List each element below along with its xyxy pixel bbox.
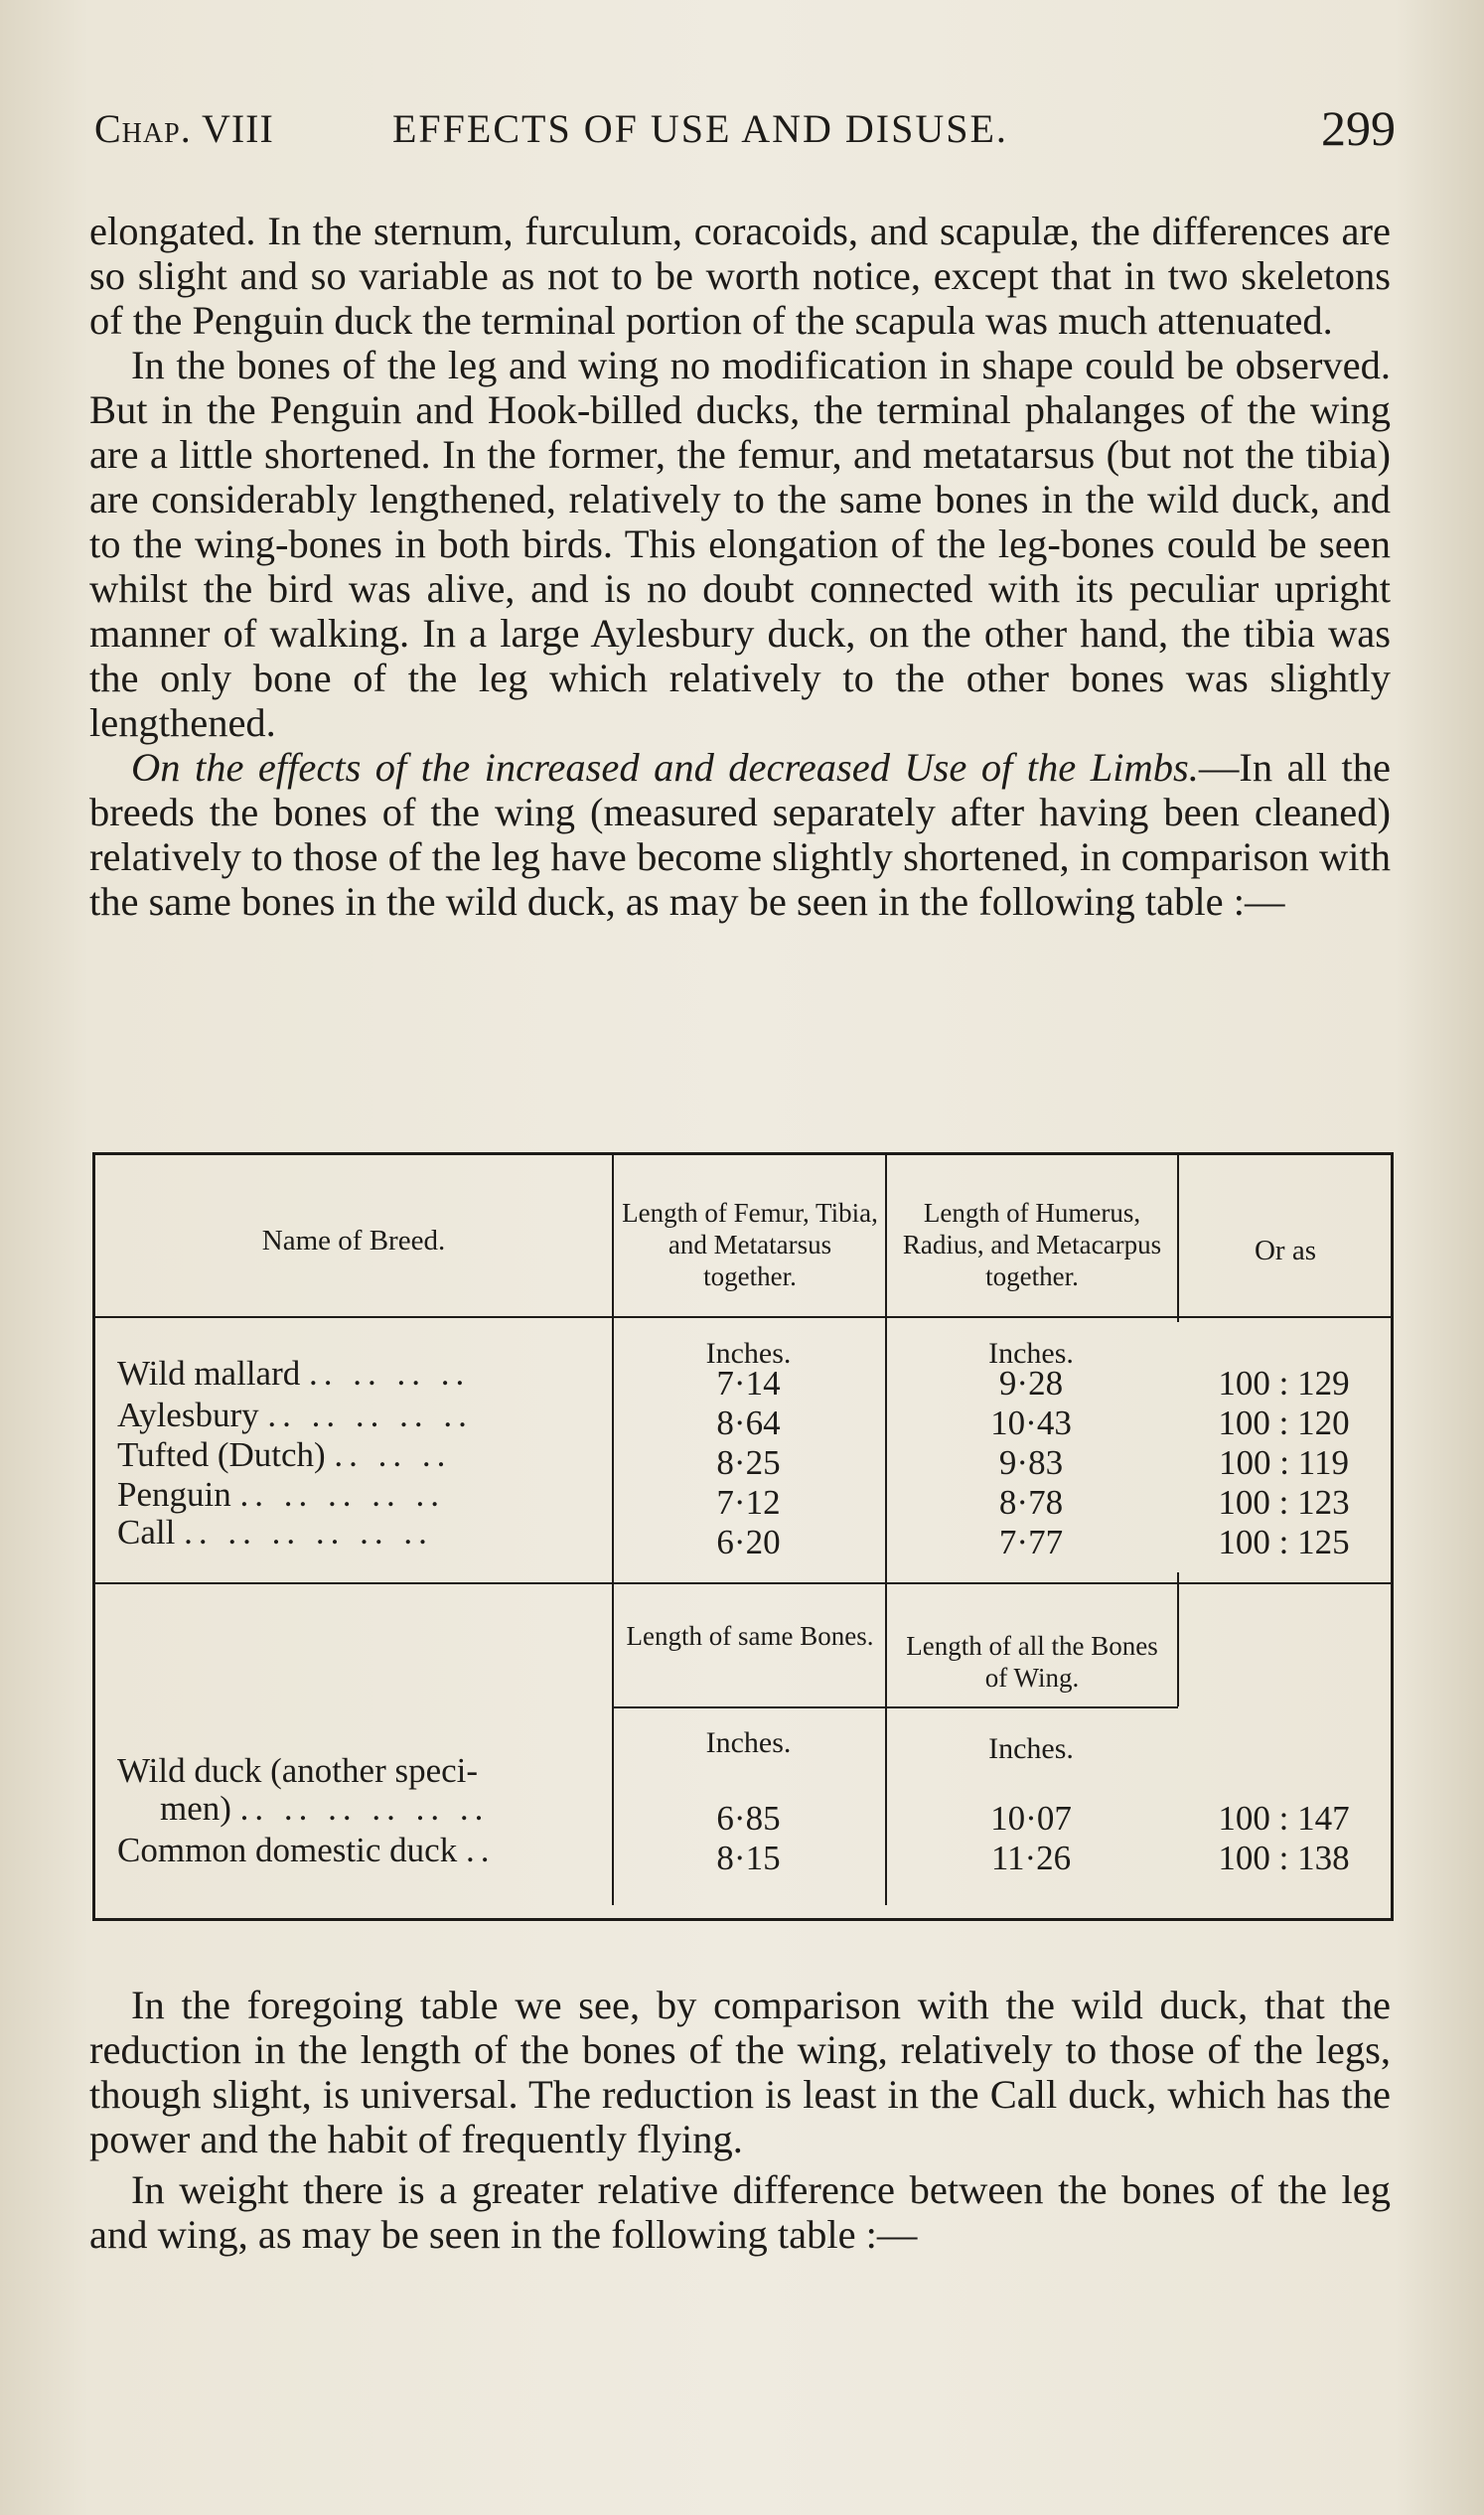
leg-length: 6·20 (716, 1523, 781, 1561)
chapter-label: Chap. VIII (94, 106, 274, 151)
header-ratio: Or as (1254, 1235, 1316, 1266)
breed-name: Wild duck (another speci- (117, 1751, 479, 1790)
leader-dots: .. .. .. .. .. .. (239, 1789, 490, 1828)
leg-length: 6·85 (716, 1799, 781, 1838)
unit-label: Inches. (705, 1726, 792, 1759)
leg-length: 8·64 (716, 1404, 781, 1442)
wing-length: 9·83 (998, 1443, 1064, 1482)
paragraph: In the bones of the leg and wing no modification in shape could be observed. But in the Penguin and Hook-billed ducks, the terminal phalanges of the wing are a little shortened. In the former, the femur, and metatarsus (but not the tibia) are considerably lengthened, relatively to the same bones in the wild duck, and to the wing-bones in both birds. This elongation of the leg-bones could be seen whilst the bird was alive, and is no doubt connected with its peculiar upright manner of walking. In a large Aylesbury duck, on the other hand, the tibia was the only bone of the leg which relatively to the other bones was slightly lengthened. (89, 343, 1391, 745)
unit-label: Inches. (988, 1732, 1074, 1765)
body-text-top (89, 209, 1391, 924)
header-leg-length-same: Length of same Bones. (626, 1621, 874, 1651)
breed-name: Call (117, 1513, 176, 1552)
breed-name: Wild mallard (117, 1354, 301, 1393)
bone-length-table (92, 1152, 1394, 1921)
breed-name: Common domestic duck (117, 1831, 458, 1869)
breed-name: Tufted (Dutch) (117, 1435, 326, 1474)
paragraph-text: —In all the breeds the bones of the wing (measured separately after having been cleaned) relatively to those of the leg have become slightly shortened, in comparison with the same bones in the wild duck, as may be seen in the following table :— (89, 745, 1391, 924)
header-name-of-breed: Name of Breed. (261, 1225, 446, 1257)
header-wing-length: Length of Humerus, Radius, and Metacarpus together. (902, 1198, 1162, 1291)
ratio-value: 100 : 125 (1218, 1523, 1350, 1561)
ratio-value: 100 : 119 (1219, 1443, 1349, 1482)
breed-name: Penguin (117, 1475, 231, 1514)
paragraph (89, 745, 1391, 924)
ratio-value: 100 : 147 (1218, 1799, 1350, 1838)
running-header (94, 99, 1396, 159)
leader-dots: .. .. .. .. (308, 1354, 471, 1393)
leader-dots: .. .. .. (334, 1435, 452, 1474)
paragraph: elongated. In the sternum, furculum, coracoids, and scapulæ, the differences are so slight and so variable as not to be worth notice, except that in two skeletons of the Penguin duck the terminal portion of the scapula was much attenuated. (89, 209, 1391, 343)
page-number: 299 (1321, 100, 1396, 156)
ratio-value: 100 : 120 (1218, 1404, 1350, 1442)
wing-length: 9·28 (998, 1364, 1064, 1403)
leader-dots: .. .. .. .. .. (267, 1396, 473, 1434)
wing-length: 10·43 (990, 1404, 1072, 1442)
running-title: EFFECTS OF USE AND DISUSE. (392, 106, 1008, 151)
leader-dots: .. .. .. .. .. (239, 1475, 445, 1514)
unit-label: Inches. (705, 1337, 792, 1370)
wing-length: 8·78 (998, 1483, 1064, 1522)
leader-dots: .. (465, 1831, 496, 1869)
header-leg-length: Length of Femur, Tibia, and Metatarsus together. (622, 1198, 878, 1291)
ratio-value: 100 : 123 (1218, 1483, 1350, 1522)
wing-length: 11·26 (990, 1839, 1072, 1877)
wing-length: 10·07 (990, 1799, 1072, 1838)
leader-dots: .. .. .. .. .. .. (184, 1513, 433, 1552)
section-heading: On the effects of the increased and decreased Use of the Limbs. (131, 745, 1199, 790)
paragraph: In the foregoing table we see, by comparison with the wild duck, that the reduction in the length of the bones of the wing, relatively to those of the legs, though slight, is universal. The reduction is least in the Call duck, which has the power and the habit of frequently flying. (89, 1983, 1391, 2161)
ratio-value: 100 : 138 (1218, 1839, 1350, 1877)
breed-name-continued: men) (160, 1789, 231, 1828)
ratio-value: 100 : 129 (1218, 1364, 1350, 1403)
paragraph: In weight there is a greater relative difference between the bones of the leg and wing, as may be seen in the following table :— (89, 2167, 1391, 2257)
body-text-bottom (89, 1983, 1391, 2257)
wing-length: 7·77 (998, 1523, 1064, 1561)
leg-length: 7·14 (716, 1364, 781, 1403)
unit-label: Inches. (988, 1337, 1074, 1370)
leg-length: 7·12 (716, 1483, 781, 1522)
header-wing-length-all: Length of all the Bones of Wing. (906, 1631, 1158, 1693)
leg-length: 8·15 (716, 1839, 781, 1877)
leg-length: 8·25 (716, 1443, 781, 1482)
breed-name: Aylesbury (117, 1396, 259, 1434)
